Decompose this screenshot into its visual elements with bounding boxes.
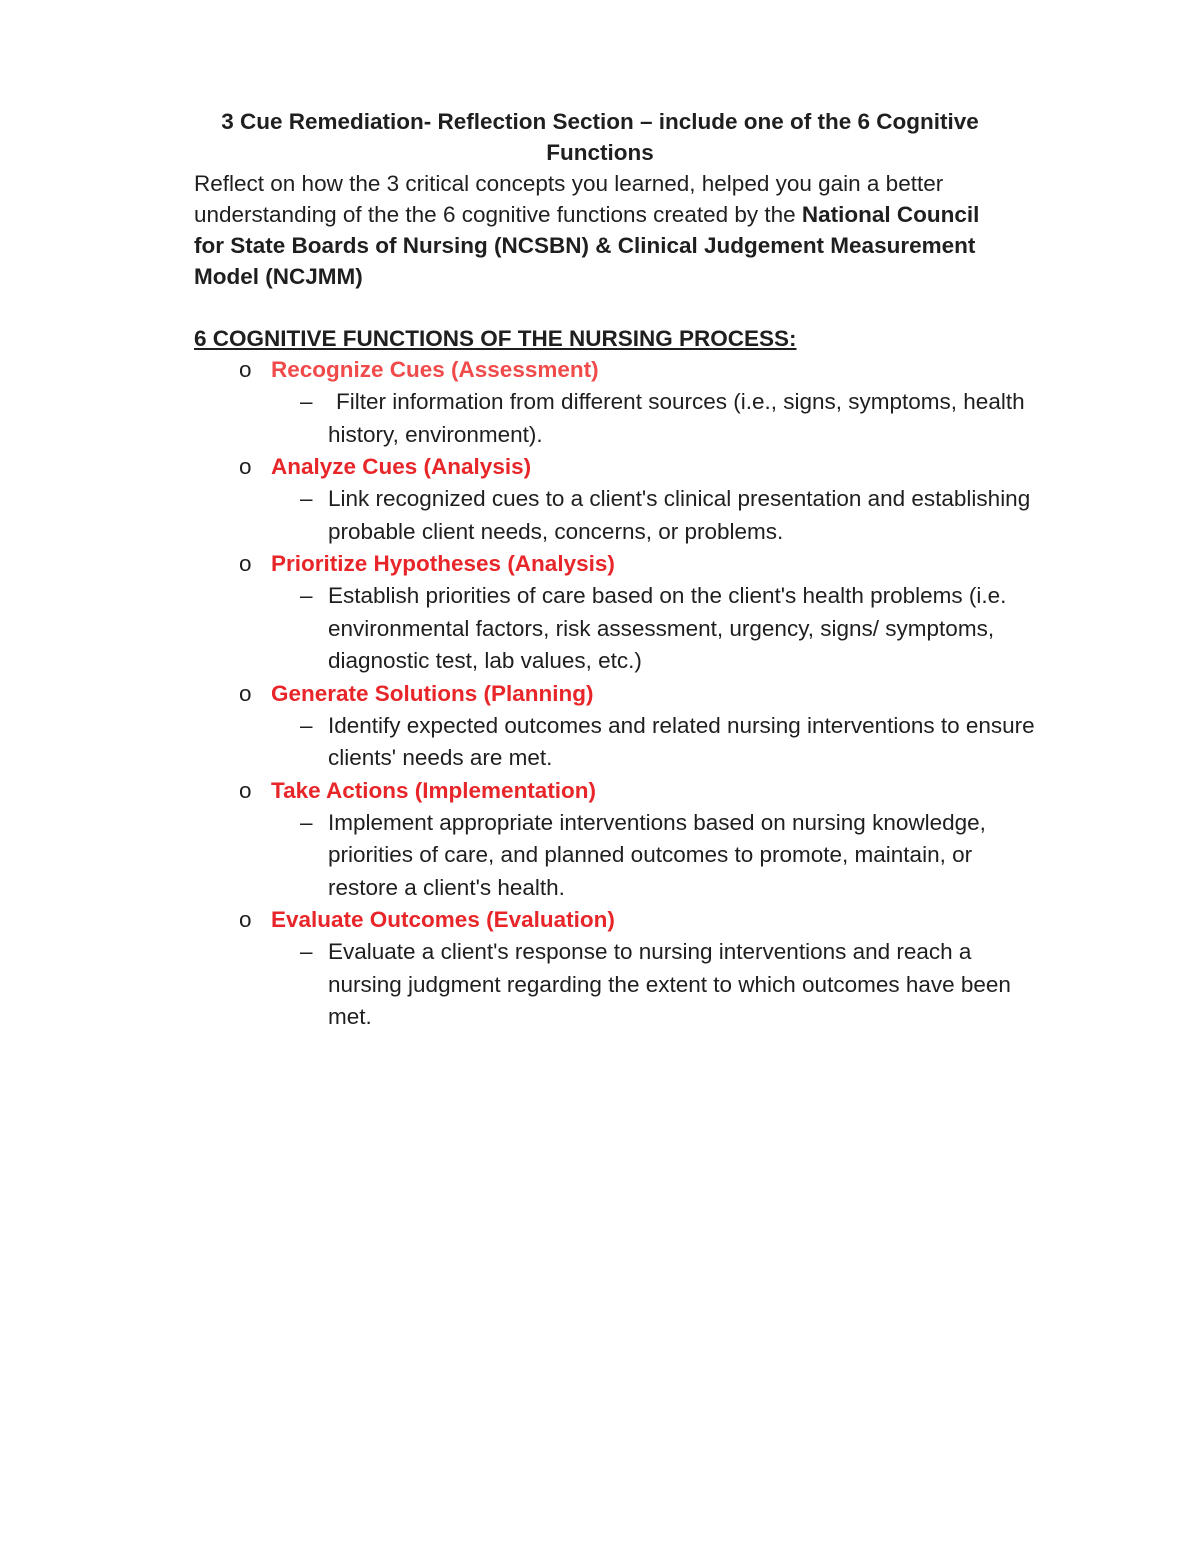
bullet-icon: o xyxy=(239,680,252,706)
dash-icon: – xyxy=(300,583,313,608)
intro-bold-text: National Council for State Boards of Nursing (NCSBN) & Clinical Judgement Measurement Model (NCJMM) xyxy=(194,202,980,289)
function-description-text: Filter information from different sources (i.e., signs, symptoms, health history, environment). xyxy=(328,389,1025,447)
function-description-text: Link recognized cues to a client's clinical presentation and establishing probable client needs, concerns, or problems. xyxy=(328,486,1031,544)
list-item xyxy=(194,451,1054,548)
bullet-icon: o xyxy=(239,357,252,382)
function-name: Generate Solutions (Planning) xyxy=(271,680,594,706)
function-description xyxy=(271,807,1048,905)
dash-icon: – xyxy=(300,712,313,738)
bullet-icon: o xyxy=(239,551,252,576)
function-name: Evaluate Outcomes (Evaluation) xyxy=(271,907,615,932)
dash-icon: – xyxy=(300,486,313,511)
bullet-icon: o xyxy=(239,907,252,932)
section-heading: 6 COGNITIVE FUNCTIONS OF THE NURSING PROCESS: xyxy=(194,326,797,351)
bullet-icon: o xyxy=(239,777,252,803)
dash-icon: – xyxy=(300,389,313,414)
list-item xyxy=(194,904,1054,1034)
bullet-icon: o xyxy=(239,454,252,479)
function-description xyxy=(271,386,1048,451)
function-description-text: Implement appropriate interventions based on nursing knowledge, priorities of care, and planned outcomes to promote, maintain, or restore a client's health. xyxy=(328,809,986,900)
list-item xyxy=(194,775,1054,905)
list-item xyxy=(194,548,1054,678)
dash-icon: – xyxy=(300,939,313,964)
function-description-text: Establish priorities of care based on the client's health problems (i.e. environmental factors, risk assessment, urgency, signs/ symptoms, diagnostic test, lab values, etc.) xyxy=(328,583,1007,673)
dash-icon: – xyxy=(300,809,313,835)
intro-text: Reflect on how the 3 critical concepts you learned, helped you gain a better understanding of the the 6 cognitive functions created by the xyxy=(194,171,944,227)
list-item xyxy=(194,354,1054,451)
function-name: Take Actions (Implementation) xyxy=(271,777,597,803)
list-item xyxy=(194,678,1054,775)
function-description-text: Evaluate a client's response to nursing interventions and reach a nursing judgment regarding the extent to which outcomes have been met. xyxy=(328,939,1011,1029)
function-name: Analyze Cues (Analysis) xyxy=(271,454,532,479)
function-description-text: Identify expected outcomes and related nursing interventions to ensure clients' needs are met. xyxy=(328,712,1035,770)
function-description xyxy=(271,710,1048,775)
function-name: Recognize Cues (Assessment) xyxy=(271,357,599,382)
function-description xyxy=(271,580,1048,678)
function-name: Prioritize Hypotheses (Analysis) xyxy=(271,551,615,576)
document-body xyxy=(194,106,1054,1034)
function-description xyxy=(271,936,1048,1034)
cognitive-functions-list xyxy=(194,354,1054,1034)
intro-paragraph xyxy=(194,168,994,292)
function-description xyxy=(271,483,1048,548)
page-title: 3 Cue Remediation- Reflection Section – include one of the 6 Cognitive Functions xyxy=(221,109,979,165)
